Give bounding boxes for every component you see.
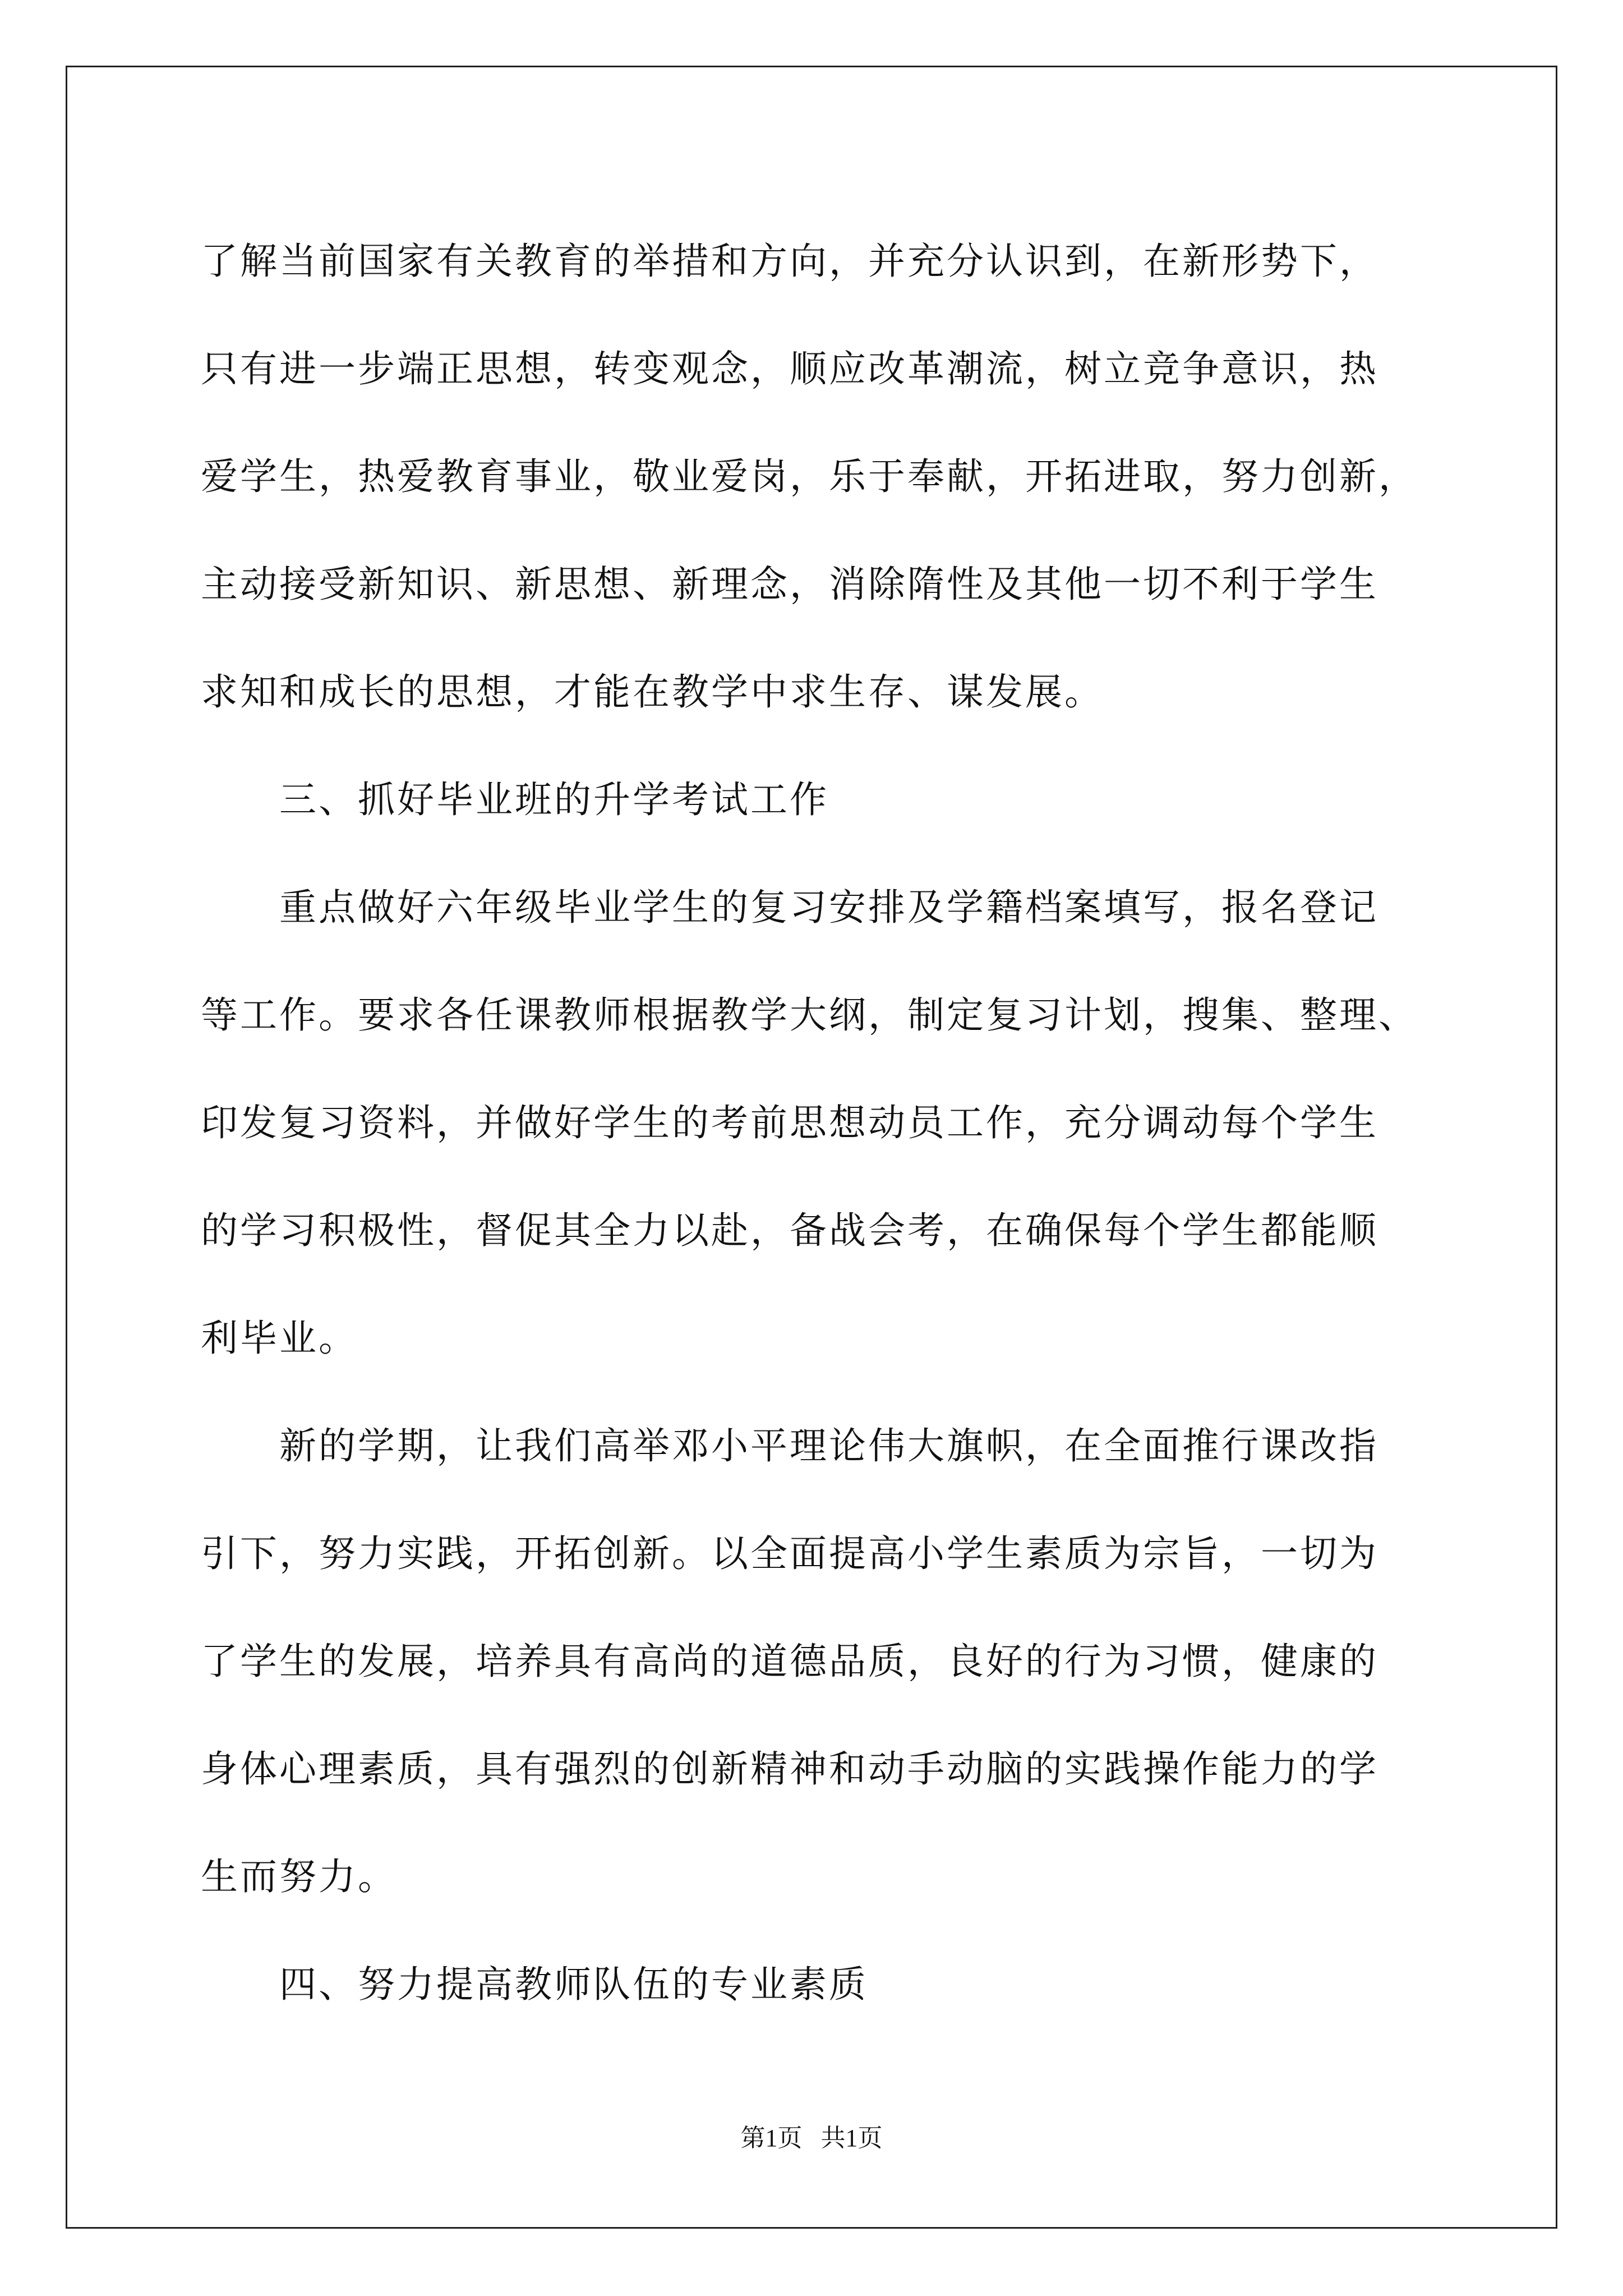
text-line: 身体心理素质，具有强烈的创新精神和动手动脑的实践操作能力的学 bbox=[201, 1747, 1378, 1791]
text-line: 的学习积极性，督促其全力以赴，备战会考，在确保每个学生都能顺 bbox=[201, 1209, 1378, 1252]
text-line: 重点做好六年级毕业学生的复习安排及学籍档案填写，报名登记 bbox=[279, 886, 1378, 929]
text-line: 四、努力提高教师队伍的专业素质 bbox=[279, 1963, 868, 2006]
text-line: 了解当前国家有关教育的举措和方向，并充分认识到，在新形势下， bbox=[201, 240, 1378, 283]
text-line: 只有进一步端正思想，转变观念，顺应改革潮流，树立竞争意识，热 bbox=[201, 347, 1378, 390]
text-line: 利毕业。 bbox=[201, 1317, 358, 1360]
page-footer: 第1页 共1页 bbox=[740, 2124, 883, 2152]
text-line: 等工作。要求各任课教师根据教学大纲，制定复习计划，搜集、整理、 bbox=[201, 993, 1418, 1037]
text-line: 生而努力。 bbox=[201, 1855, 397, 1898]
text-line: 求知和成长的思想，才能在教学中求生存、谋发展。 bbox=[201, 670, 1104, 714]
text-line: 主动接受新知识、新思想、新理念，消除隋性及其他一切不利于学生 bbox=[201, 563, 1378, 606]
text-line: 爱学生，热爱教育事业，敬业爱岗，乐于奉献，开拓进取，努力创新， bbox=[201, 455, 1418, 498]
text-line: 三、抓好毕业班的升学考试工作 bbox=[279, 778, 829, 821]
text-line: 引下，努力实践，开拓创新。以全面提高小学生素质为宗旨，一切为 bbox=[201, 1532, 1378, 1575]
document-body bbox=[201, 208, 1423, 2039]
text-line: 新的学期，让我们高举邓小平理论伟大旗帜，在全面推行课改指 bbox=[279, 1424, 1378, 1467]
text-line: 印发复习资料，并做好学生的考前思想动员工作，充分调动每个学生 bbox=[201, 1101, 1378, 1144]
text-line: 了学生的发展，培养具有高尚的道德品质，良好的行为习惯，健康的 bbox=[201, 1640, 1378, 1683]
